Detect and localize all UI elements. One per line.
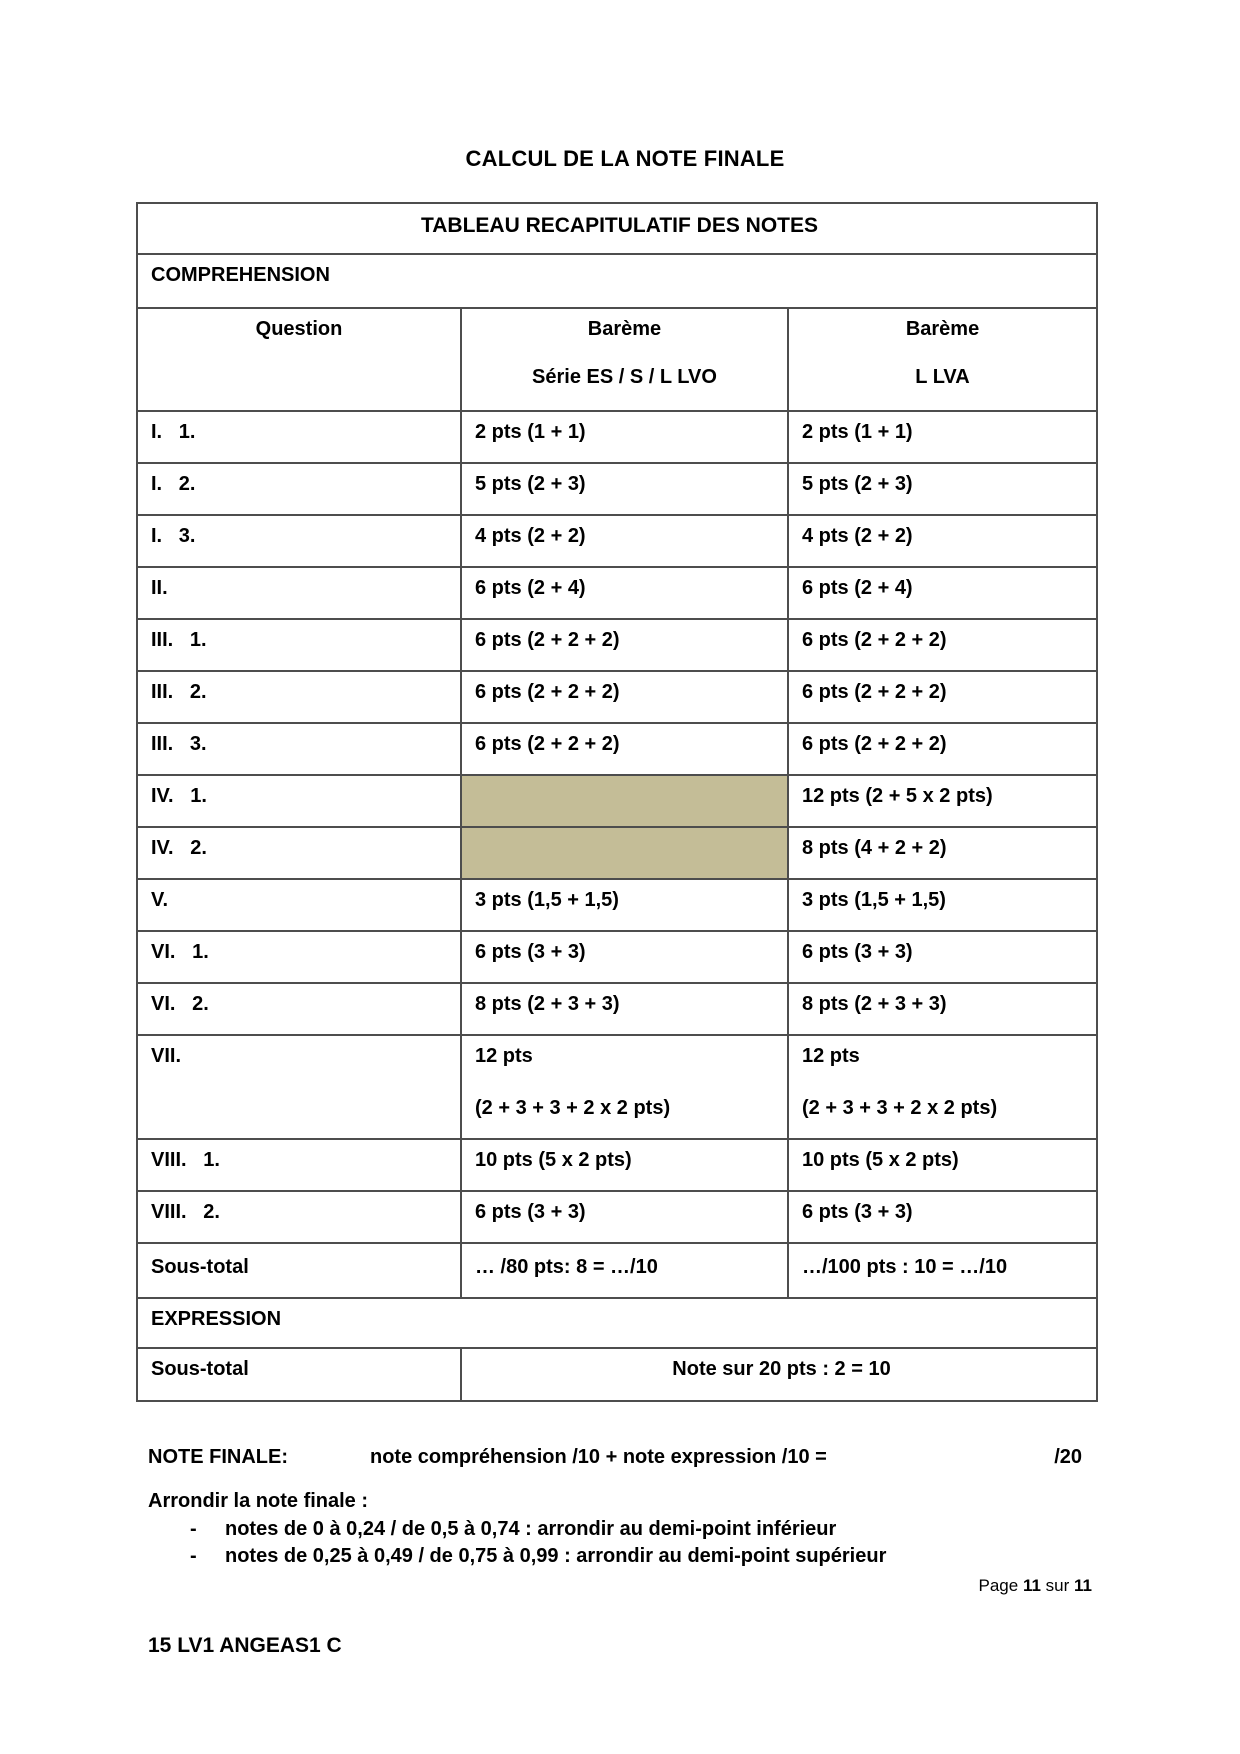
bareme-lva-cell: 6 pts (3 + 3) [788, 931, 1097, 983]
table-row [137, 775, 1097, 827]
page-number-sur: sur [1045, 1576, 1070, 1595]
bareme-lvo-cell: 4 pts (2 + 2) [461, 515, 788, 567]
bullet-dash: - [190, 1545, 197, 1567]
table-row [137, 983, 1097, 1035]
question-cell: VI. 2. [137, 983, 461, 1035]
bareme-lvo-cell: 8 pts (2 + 3 + 3) [461, 983, 788, 1035]
rounding-rule-item [136, 1518, 1136, 1545]
bareme-lva-cell: 12 pts (2 + 5 x 2 pts) [788, 775, 1097, 827]
bareme-lvo-cell: 6 pts (3 + 3) [461, 931, 788, 983]
bareme-lva-cell: 8 pts (4 + 2 + 2) [788, 827, 1097, 879]
shaded-cell [461, 775, 788, 827]
table-row [137, 1035, 1097, 1139]
serie-lva-label: L LVA [915, 366, 970, 388]
question-cell: II. [137, 567, 461, 619]
bareme-lva-cell: 3 pts (1,5 + 1,5) [788, 879, 1097, 931]
question-cell: VII. [137, 1035, 461, 1139]
subtotal-expression-value: Note sur 20 pts : 2 = 10 [461, 1348, 1097, 1401]
final-note-line [136, 1446, 1096, 1474]
question-cell: VIII. 1. [137, 1139, 461, 1191]
bareme-line2: (2 + 3 + 3 + 2 x 2 pts) [475, 1097, 671, 1119]
spacer [470, 342, 779, 364]
question-cell: III. 3. [137, 723, 461, 775]
question-cell: I. 2. [137, 463, 461, 515]
page-number-current: 11 [1022, 1576, 1041, 1595]
bareme-lvo-cell: 5 pts (2 + 3) [461, 463, 788, 515]
table-caption: TABLEAU RECAPITULATIF DES NOTES [137, 203, 1097, 254]
page-number-label: Page [978, 1576, 1019, 1595]
spacer [475, 1069, 779, 1095]
table-row [137, 567, 1097, 619]
section-expression-label: EXPRESSION [137, 1298, 1097, 1348]
bareme-line1: 12 pts [802, 1045, 860, 1067]
final-note-label: NOTE FINALE: [148, 1446, 288, 1468]
question-cell: I. 1. [137, 411, 461, 463]
table-row [137, 723, 1097, 775]
table-row [137, 619, 1097, 671]
table-row [137, 879, 1097, 931]
subtotal-lvo-cell: … /80 pts: 8 = …/10 [461, 1243, 788, 1298]
rounding-title: Arrondir la note finale : [148, 1490, 369, 1512]
bareme-lva-cell: 6 pts (2 + 4) [788, 567, 1097, 619]
table-row [137, 411, 1097, 463]
rounding-rule-text: notes de 0,25 à 0,49 / de 0,75 à 0,99 : arrondir au demi-point supérieur [225, 1545, 887, 1567]
question-cell: VI. 1. [137, 931, 461, 983]
table-row [137, 463, 1097, 515]
table-caption-row [137, 203, 1097, 254]
document-code: 15 LV1 ANGEAS1 C [148, 1634, 342, 1657]
column-header-bareme-lva [788, 308, 1097, 411]
bareme-lvo-cell: 6 pts (2 + 4) [461, 567, 788, 619]
column-header-question: Question [137, 308, 461, 411]
bareme-lvo-cell: 6 pts (2 + 2 + 2) [461, 671, 788, 723]
bareme-lvo-cell: 2 pts (1 + 1) [461, 411, 788, 463]
bareme-lvo-cell: 10 pts (5 x 2 pts) [461, 1139, 788, 1191]
serie-lvo-label: Série ES / S / L LVO [532, 366, 717, 388]
bareme-lva-cell [788, 1035, 1097, 1139]
spacer [802, 1069, 1088, 1095]
subtotal-expression-row [137, 1348, 1097, 1401]
table-row [137, 827, 1097, 879]
page-title: CALCUL DE LA NOTE FINALE [465, 146, 785, 171]
bareme-lvo-cell [461, 1035, 788, 1139]
subtotal-comprehension-row [137, 1243, 1097, 1298]
subtotal-label: Sous-total [137, 1348, 461, 1401]
final-note-formula: note compréhension /10 + note expression /10 = [370, 1446, 827, 1468]
rounding-rule-text: notes de 0 à 0,24 / de 0,5 à 0,74 : arrondir au demi-point inférieur [225, 1518, 837, 1540]
bareme-label: Barème [905, 318, 980, 340]
table-row [137, 1139, 1097, 1191]
question-cell: VIII. 2. [137, 1191, 461, 1243]
bareme-line2: (2 + 3 + 3 + 2 x 2 pts) [802, 1097, 998, 1119]
question-cell: I. 3. [137, 515, 461, 567]
final-note-out-of: /20 [1054, 1446, 1082, 1468]
page-number-total: 11 [1074, 1576, 1092, 1595]
table-row [137, 1191, 1097, 1243]
bareme-lva-cell: 8 pts (2 + 3 + 3) [788, 983, 1097, 1035]
question-cell: III. 1. [137, 619, 461, 671]
subtotal-lva-cell: …/100 pts : 10 = …/10 [788, 1243, 1097, 1298]
section-comprehension-label: COMPREHENSION [137, 254, 1097, 308]
bareme-label: Barème [587, 318, 662, 340]
column-header-bareme-lvo [461, 308, 788, 411]
question-cell: III. 2. [137, 671, 461, 723]
subtotal-label: Sous-total [137, 1243, 461, 1298]
notes-summary-table [136, 202, 1098, 1402]
question-cell: V. [137, 879, 461, 931]
page-number [136, 1576, 1092, 1596]
bareme-lva-cell: 2 pts (1 + 1) [788, 411, 1097, 463]
section-expression-row [137, 1298, 1097, 1348]
table-row [137, 931, 1097, 983]
bareme-lva-cell: 6 pts (2 + 2 + 2) [788, 619, 1097, 671]
section-comprehension-row [137, 254, 1097, 308]
table-row [137, 515, 1097, 567]
spacer [797, 342, 1088, 364]
bareme-lva-cell: 10 pts (5 x 2 pts) [788, 1139, 1097, 1191]
bareme-lva-cell: 6 pts (3 + 3) [788, 1191, 1097, 1243]
column-header-row [137, 308, 1097, 411]
bareme-lvo-cell: 6 pts (3 + 3) [461, 1191, 788, 1243]
bareme-lva-cell: 5 pts (2 + 3) [788, 463, 1097, 515]
bareme-lvo-cell: 6 pts (2 + 2 + 2) [461, 723, 788, 775]
table-row [137, 671, 1097, 723]
rounding-rule-item [136, 1545, 1136, 1572]
bareme-lvo-cell: 3 pts (1,5 + 1,5) [461, 879, 788, 931]
shaded-cell [461, 827, 788, 879]
bullet-dash: - [190, 1518, 197, 1540]
question-cell: IV. 2. [137, 827, 461, 879]
bareme-lva-cell: 6 pts (2 + 2 + 2) [788, 671, 1097, 723]
bareme-lvo-cell: 6 pts (2 + 2 + 2) [461, 619, 788, 671]
bareme-line1: 12 pts [475, 1045, 533, 1067]
bareme-lva-cell: 6 pts (2 + 2 + 2) [788, 723, 1097, 775]
question-cell: IV. 1. [137, 775, 461, 827]
bareme-lva-cell: 4 pts (2 + 2) [788, 515, 1097, 567]
